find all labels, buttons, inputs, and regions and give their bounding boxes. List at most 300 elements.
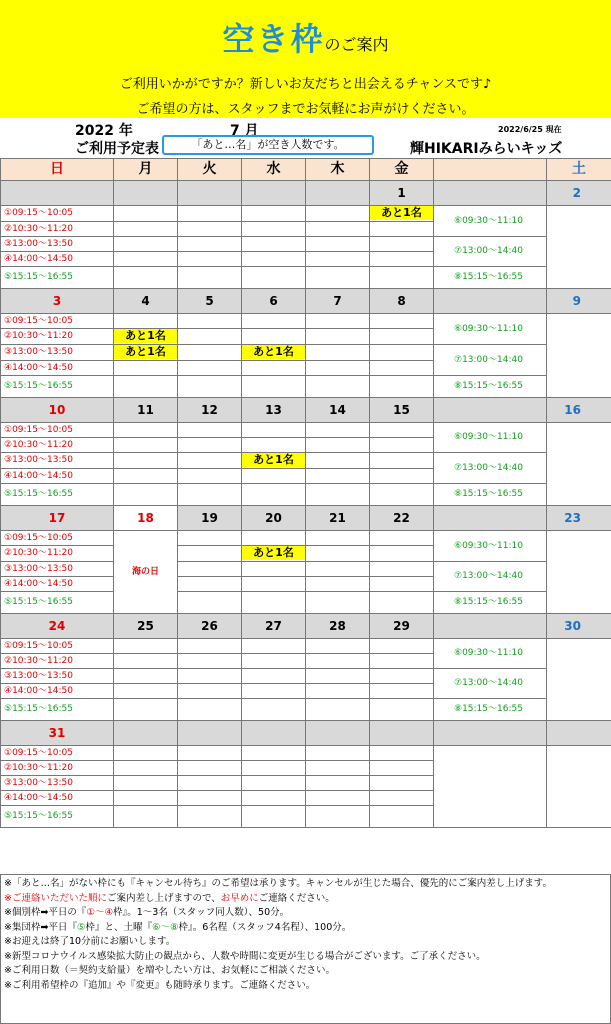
slot-cell	[178, 791, 242, 806]
date-cell: 20	[242, 506, 306, 531]
slot-cell	[114, 684, 178, 699]
availability-badge: あと1名	[242, 546, 305, 560]
date-cell	[178, 721, 242, 746]
facility-name: 輝HIKARIみらいキッズ	[410, 141, 563, 157]
saturday-cell	[547, 423, 611, 506]
slot-cell	[306, 639, 370, 654]
slot-cell	[178, 699, 242, 721]
calendar-table	[0, 158, 611, 828]
slot-cell	[306, 469, 370, 484]
slot-cell	[370, 423, 434, 438]
slot-cell	[370, 237, 434, 252]
weekday-header-fri: 金	[370, 159, 434, 181]
note-line: ※ご利用日数（＝契約支給量）を増やしたい方は、お気軽にご相談ください。	[4, 965, 335, 976]
slot-time-label: ④14:00～14:50	[1, 252, 114, 267]
slot-cell	[178, 469, 242, 484]
slot-cell	[306, 453, 370, 469]
slot-cell	[114, 361, 178, 376]
slot-cell	[306, 484, 370, 506]
slot-row	[1, 206, 611, 222]
date-row	[1, 721, 611, 746]
date-row	[1, 614, 611, 639]
slot-cell	[242, 484, 306, 506]
slot-time-label: ⑤15:15～16:55	[1, 376, 114, 398]
schedule-label: ご利用予定表	[75, 141, 159, 157]
slot-cell	[242, 577, 306, 592]
saturday-slot-label: ⑥09:30～11:10	[434, 314, 547, 345]
slot-cell	[242, 562, 306, 577]
date-cell	[434, 181, 547, 206]
slot-cell	[178, 329, 242, 345]
slot-cell	[242, 546, 306, 562]
slot-cell	[114, 469, 178, 484]
slot-cell	[178, 484, 242, 506]
slot-cell	[242, 438, 306, 453]
date-cell	[306, 721, 370, 746]
slot-cell	[114, 791, 178, 806]
date-cell: 14	[306, 398, 370, 423]
note-text: 枠』と、土曜『	[85, 921, 152, 933]
slot-cell	[370, 592, 434, 614]
slot-cell	[242, 237, 306, 252]
slot-cell	[114, 654, 178, 669]
as-of-date: 2022/6/25 現在	[498, 125, 562, 134]
slot-cell	[370, 453, 434, 469]
saturday-cell	[547, 531, 611, 614]
date-cell	[306, 181, 370, 206]
saturday-slot-label: ⑥09:30～11:10	[434, 639, 547, 669]
date-row	[1, 506, 611, 531]
note-line	[4, 906, 607, 921]
note-emphasis: お早めに	[220, 892, 259, 904]
availability-note: 「あと…名」が空き人数です。	[162, 135, 374, 155]
slot-cell	[114, 806, 178, 828]
slot-cell	[306, 806, 370, 828]
slot-time-label: ③13:00～13:50	[1, 776, 114, 791]
slot-cell	[178, 776, 242, 791]
slot-cell	[178, 423, 242, 438]
slot-row	[1, 453, 611, 469]
slot-cell	[242, 252, 306, 267]
slot-cell	[178, 361, 242, 376]
date-cell: 21	[306, 506, 370, 531]
slot-cell	[242, 267, 306, 289]
slot-cell	[114, 669, 178, 684]
slot-cell	[306, 267, 370, 289]
slot-cell	[114, 776, 178, 791]
slot-cell	[242, 699, 306, 721]
slot-cell	[370, 484, 434, 506]
slot-time-label: ①09:15～10:05	[1, 639, 114, 654]
slot-cell	[178, 684, 242, 699]
date-cell: 17	[1, 506, 114, 531]
slot-cell	[242, 314, 306, 329]
date-row	[1, 289, 611, 314]
slot-time-label: ④14:00～14:50	[1, 361, 114, 376]
slot-cell	[178, 206, 242, 222]
note-text: 枠』。6名程（スタッフ4名程）、100分。	[178, 921, 352, 933]
slot-time-label: ②10:30～11:20	[1, 329, 114, 345]
slot-row	[1, 531, 611, 546]
date-cell: 16	[547, 398, 611, 423]
note-emphasis: ※ご連絡いただいた順に	[4, 892, 107, 904]
slot-time-label: ③13:00～13:50	[1, 562, 114, 577]
slot-cell	[242, 776, 306, 791]
date-cell: 7	[306, 289, 370, 314]
date-cell: 18	[114, 506, 178, 531]
slot-time-label: ④14:00～14:50	[1, 684, 114, 699]
slot-row	[1, 423, 611, 438]
slot-cell	[370, 345, 434, 361]
slot-cell	[178, 222, 242, 237]
note-line: ※新型コロナウイルス感染拡大防止の観点から、人数や時間に変更が生じる場合がございます。ご了承ください。	[4, 950, 486, 962]
availability-badge: あと1名	[114, 345, 177, 359]
title-main: 空き枠	[222, 20, 325, 58]
slot-cell	[306, 376, 370, 398]
slot-row	[1, 376, 611, 398]
slot-cell	[370, 469, 434, 484]
availability-badge: あと1名	[242, 453, 305, 467]
slot-cell	[242, 669, 306, 684]
weekday-header-sun: 日	[1, 159, 114, 181]
saturday-slot-label: ⑥09:30～11:10	[434, 531, 547, 562]
slot-cell	[306, 329, 370, 345]
slot-row	[1, 484, 611, 506]
weekday-header-wed: 水	[242, 159, 306, 181]
slot-cell	[178, 345, 242, 361]
holiday-cell: 海の日	[114, 531, 178, 614]
month-label: 7 月	[230, 123, 259, 139]
date-cell: 9	[547, 289, 611, 314]
date-cell: 31	[1, 721, 114, 746]
saturday-slot-label: ⑦13:00～14:40	[434, 237, 547, 267]
message-line-1: ご利用いかがですか？新しいお友だちと出会えるチャンスです♪	[119, 77, 492, 92]
slot-time-label: ②10:30～11:20	[1, 546, 114, 562]
saturday-slot-label: ⑦13:00～14:40	[434, 453, 547, 484]
slot-cell	[114, 423, 178, 438]
slot-cell	[242, 761, 306, 776]
slot-cell	[242, 654, 306, 669]
slot-time-label: ①09:15～10:05	[1, 314, 114, 329]
slot-row	[1, 267, 611, 289]
slot-cell	[306, 252, 370, 267]
date-cell	[434, 721, 547, 746]
slot-cell	[178, 761, 242, 776]
slot-row	[1, 699, 611, 721]
date-cell: 11	[114, 398, 178, 423]
date-cell: 26	[178, 614, 242, 639]
slot-time-label: ⑤15:15～16:55	[1, 592, 114, 614]
slot-cell	[114, 376, 178, 398]
slot-cell	[114, 345, 178, 361]
empty-cell	[434, 746, 547, 828]
note-line: ※ご利用希望枠の『追加』や『変更』も随時承ります。ご連絡ください。	[4, 979, 316, 991]
slot-row	[1, 345, 611, 361]
date-cell: 25	[114, 614, 178, 639]
slot-cell	[306, 791, 370, 806]
slot-cell	[242, 469, 306, 484]
date-cell: 30	[547, 614, 611, 639]
date-cell	[114, 721, 178, 746]
slot-cell	[178, 654, 242, 669]
slot-cell	[370, 639, 434, 654]
date-cell: 4	[114, 289, 178, 314]
slot-cell	[178, 237, 242, 252]
weekday-header-blank	[434, 159, 547, 181]
slot-cell	[114, 222, 178, 237]
slot-cell	[242, 206, 306, 222]
date-cell	[1, 181, 114, 206]
slot-cell	[178, 806, 242, 828]
weekday-header-tue: 火	[178, 159, 242, 181]
slot-cell	[114, 761, 178, 776]
slot-cell	[114, 484, 178, 506]
slot-cell	[242, 222, 306, 237]
note-line: ※お迎えは終了10分前にお願いします。	[4, 936, 176, 947]
slot-cell	[178, 438, 242, 453]
date-cell: 15	[370, 398, 434, 423]
footer-notes	[0, 874, 611, 1024]
saturday-slot-label: ⑥09:30～11:10	[434, 423, 547, 453]
date-cell: 29	[370, 614, 434, 639]
saturday-slot-label: ⑦13:00～14:40	[434, 562, 547, 592]
date-cell: 5	[178, 289, 242, 314]
slot-cell	[114, 252, 178, 267]
header-banner	[0, 0, 611, 118]
slot-cell	[306, 206, 370, 222]
slot-cell	[370, 531, 434, 546]
slot-row	[1, 592, 611, 614]
date-cell: 2	[547, 181, 611, 206]
saturday-slot-label: ⑧15:15～16:55	[434, 267, 547, 289]
slot-cell	[306, 699, 370, 721]
slot-cell	[370, 669, 434, 684]
slot-cell	[242, 345, 306, 361]
slot-time-label: ①09:15～10:05	[1, 423, 114, 438]
saturday-slot-label: ⑧15:15～16:55	[434, 376, 547, 398]
slot-time-label: ④14:00～14:50	[1, 577, 114, 592]
date-cell: 23	[547, 506, 611, 531]
slot-cell	[370, 684, 434, 699]
slot-cell	[306, 314, 370, 329]
slot-cell	[370, 776, 434, 791]
note-line	[4, 921, 607, 936]
saturday-cell	[547, 314, 611, 398]
slot-time-label: ①09:15～10:05	[1, 531, 114, 546]
slot-time-label: ⑤15:15～16:55	[1, 806, 114, 828]
slot-cell	[306, 438, 370, 453]
slot-cell	[242, 791, 306, 806]
slot-row	[1, 314, 611, 329]
empty-cell	[547, 746, 611, 828]
date-cell	[370, 721, 434, 746]
date-cell: 12	[178, 398, 242, 423]
slot-cell	[370, 361, 434, 376]
slot-cell	[114, 267, 178, 289]
slot-time-label: ②10:30～11:20	[1, 654, 114, 669]
slot-time-label: ①09:15～10:05	[1, 746, 114, 761]
saturday-slot-label: ⑦13:00～14:40	[434, 669, 547, 699]
slot-cell	[370, 562, 434, 577]
slot-cell	[178, 577, 242, 592]
slot-cell	[178, 314, 242, 329]
saturday-slot-label: ⑥09:30～11:10	[434, 206, 547, 237]
slot-cell	[306, 776, 370, 791]
slot-cell	[114, 438, 178, 453]
slot-cell	[370, 654, 434, 669]
date-cell	[434, 398, 547, 423]
date-cell	[114, 181, 178, 206]
date-cell: 3	[1, 289, 114, 314]
date-cell: 8	[370, 289, 434, 314]
date-cell	[547, 721, 611, 746]
slot-cell	[242, 806, 306, 828]
slot-cell	[242, 639, 306, 654]
slot-row	[1, 562, 611, 577]
slot-time-label: ④14:00～14:50	[1, 791, 114, 806]
slot-cell	[306, 531, 370, 546]
date-cell: 1	[370, 181, 434, 206]
slot-cell	[114, 699, 178, 721]
slot-time-label: ⑤15:15～16:55	[1, 699, 114, 721]
slot-cell	[370, 577, 434, 592]
slot-cell	[242, 423, 306, 438]
slot-cell	[370, 546, 434, 562]
slot-cell	[370, 746, 434, 761]
availability-badge: あと1名	[242, 345, 305, 359]
date-row	[1, 398, 611, 423]
slot-cell	[114, 206, 178, 222]
note-emphasis: ①～④	[86, 907, 113, 918]
info-bar	[0, 118, 611, 158]
slot-time-label: ③13:00～13:50	[1, 237, 114, 252]
slot-row	[1, 237, 611, 252]
date-cell: 28	[306, 614, 370, 639]
slot-cell	[178, 746, 242, 761]
slot-cell	[306, 562, 370, 577]
saturday-slot-label: ⑦13:00～14:40	[434, 345, 547, 376]
slot-cell	[370, 699, 434, 721]
slot-cell	[306, 361, 370, 376]
slot-cell	[370, 791, 434, 806]
slot-cell	[178, 267, 242, 289]
note-emphasis: ⑤	[76, 921, 86, 933]
slot-cell	[370, 329, 434, 345]
availability-badge: あと1名	[114, 329, 177, 343]
slot-cell	[178, 252, 242, 267]
slot-cell	[306, 746, 370, 761]
slot-time-label: ④14:00～14:50	[1, 469, 114, 484]
slot-cell	[370, 206, 434, 222]
slot-cell	[306, 237, 370, 252]
slot-cell	[178, 669, 242, 684]
date-cell	[434, 506, 547, 531]
availability-badge: あと1名	[370, 206, 433, 220]
date-cell: 19	[178, 506, 242, 531]
slot-cell	[114, 746, 178, 761]
date-cell: 22	[370, 506, 434, 531]
slot-cell	[242, 684, 306, 699]
slot-cell	[178, 562, 242, 577]
weekday-header-mon: 月	[114, 159, 178, 181]
slot-time-label: ②10:30～11:20	[1, 761, 114, 776]
note-text: 枠』。1～3名（スタッフ同人数）、50分。	[112, 907, 290, 918]
slot-cell	[306, 684, 370, 699]
date-cell	[434, 614, 547, 639]
date-cell	[242, 181, 306, 206]
message-line-2: ご希望の方は、スタッフまでお気軽にお声がけください。	[136, 102, 475, 117]
year-label: 2022 年	[75, 123, 133, 139]
slot-row	[1, 669, 611, 684]
slot-cell	[242, 376, 306, 398]
slot-cell	[370, 806, 434, 828]
slot-row	[1, 746, 611, 761]
slot-cell	[114, 237, 178, 252]
saturday-slot-label: ⑧15:15～16:55	[434, 699, 547, 721]
date-row	[1, 181, 611, 206]
slot-cell	[370, 314, 434, 329]
note-line: ※「あと…名」がない枠にも『キャンセル待ち』のご希望は承ります。キャンセルが生じた場合、優先的にご案内差し上げます。	[4, 878, 552, 889]
saturday-cell	[547, 639, 611, 721]
slot-cell	[306, 546, 370, 562]
weekday-header-thu: 木	[306, 159, 370, 181]
slot-row	[1, 639, 611, 654]
slot-time-label: ②10:30～11:20	[1, 222, 114, 237]
date-cell: 13	[242, 398, 306, 423]
slot-time-label: ③13:00～13:50	[1, 669, 114, 684]
date-cell: 6	[242, 289, 306, 314]
slot-cell	[114, 329, 178, 345]
slot-cell	[306, 592, 370, 614]
slot-cell	[370, 376, 434, 398]
date-cell: 27	[242, 614, 306, 639]
weekday-header-sat: 土	[547, 159, 611, 181]
slot-cell	[178, 592, 242, 614]
slot-cell	[370, 222, 434, 237]
saturday-cell	[547, 206, 611, 289]
slot-cell	[242, 746, 306, 761]
slot-cell	[114, 314, 178, 329]
date-cell	[434, 289, 547, 314]
date-cell: 10	[1, 398, 114, 423]
slot-cell	[306, 345, 370, 361]
slot-cell	[242, 453, 306, 469]
slot-cell	[306, 222, 370, 237]
note-text: ※個別枠➡平日の『	[4, 907, 87, 918]
note-text: ※集団枠➡平日『	[4, 921, 77, 933]
slot-cell	[306, 423, 370, 438]
slot-time-label: ⑤15:15～16:55	[1, 484, 114, 506]
note-text: ご案内差し上げますので、	[106, 892, 221, 904]
title-sub: のご案内	[324, 35, 389, 54]
slot-cell	[242, 361, 306, 376]
slot-time-label: ⑤15:15～16:55	[1, 267, 114, 289]
slot-cell	[242, 531, 306, 546]
slot-cell	[178, 546, 242, 562]
slot-time-label: ①09:15～10:05	[1, 206, 114, 222]
slot-cell	[306, 761, 370, 776]
slot-cell	[370, 438, 434, 453]
slot-cell	[178, 531, 242, 546]
slot-cell	[178, 639, 242, 654]
date-cell	[178, 181, 242, 206]
page-title	[0, 14, 611, 60]
slot-cell	[306, 669, 370, 684]
slot-cell	[370, 267, 434, 289]
note-emphasis: ⑥～⑧	[151, 921, 179, 933]
slot-cell	[178, 376, 242, 398]
slot-cell	[306, 577, 370, 592]
